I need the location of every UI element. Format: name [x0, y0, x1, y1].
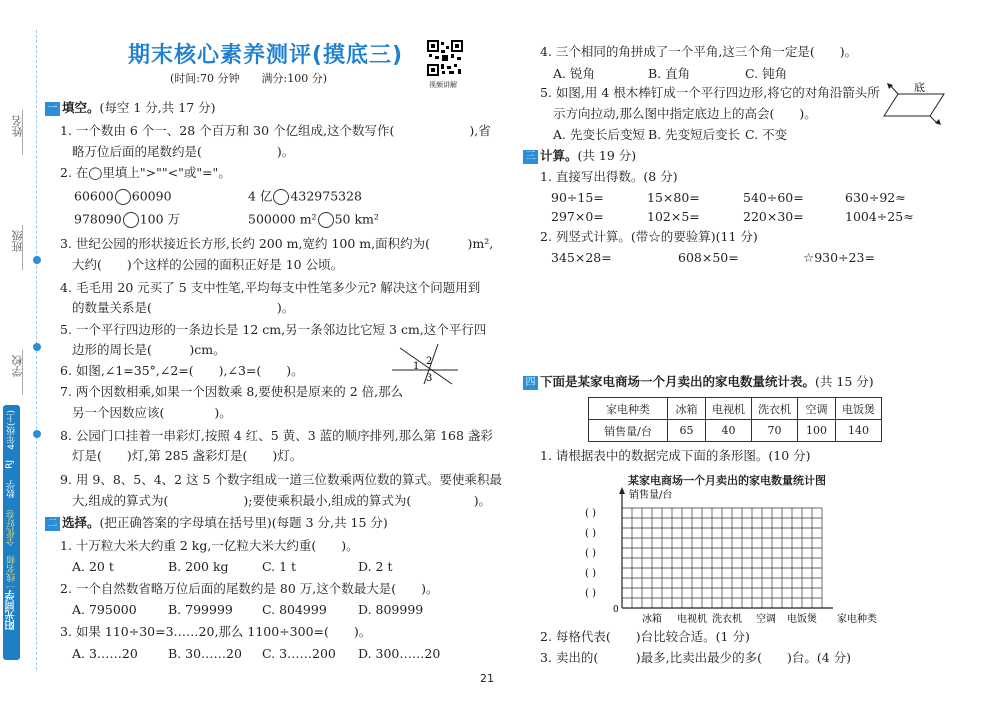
x-tick-label: 电视机: [677, 614, 707, 625]
brand-bar: 4年级(上) RJ 数学 一线名师 全优好卷 阳光同学: [3, 405, 20, 660]
school-label: 学校: [11, 355, 24, 377]
calc-item: 102×5=: [647, 209, 700, 224]
calc-item: 297×0=: [551, 209, 604, 224]
section-1-header: 一 填空。(每空 1 分,共 17 分): [45, 101, 216, 116]
sub-q1: 1. 请根据表中的数据完成下面的条形图。(10 分): [540, 448, 811, 463]
section-4-header: 四 下面是某家电商场一个月卖出的家电数量统计表。(共 15 分): [523, 375, 874, 390]
choice-1: 1. 十万粒大米大约重 2 kg,一亿粒大米大约重( )。: [60, 538, 359, 553]
q3-line2: 大约( )个这样的公园的面积正好是 10 公顷。: [72, 257, 344, 272]
compare-circle[interactable]: [115, 189, 131, 205]
scale-blank: ( ): [585, 508, 596, 519]
y-axis-arrow: [619, 487, 625, 494]
choice-5-c: C. 不变: [745, 127, 788, 142]
choice-5-line2: 示方向拉动,那么图中指定底边上的高会( )。: [553, 106, 817, 121]
chart-title: 某家电商场一个月卖出的家电数量统计图: [628, 474, 826, 487]
table-header-cell: 电饭煲: [836, 398, 882, 420]
bar-chart-grid[interactable]: [575, 486, 895, 628]
sub-q3: 3. 卖出的( )最多,比卖出最少的多( )台。(4 分): [540, 650, 852, 665]
x-axis-label: 家电种类: [837, 614, 877, 625]
q2-item-4: 500000 m² 50 km²: [248, 211, 379, 227]
choice-5-line1: 5. 如图,用 4 根木棒钉成一个平行四边形,将它的对角沿箭头所: [540, 85, 880, 100]
table-cell: 40: [706, 420, 752, 442]
choice-5-a: A. 先变长后变短: [553, 127, 645, 142]
q4-line1: 4. 毛毛用 20 元买了 5 支中性笔,平均每支中性笔多少元? 解决这个问题用到: [60, 280, 481, 295]
calc2-head: 2. 列竖式计算。(带☆的要验算)(11 分): [540, 229, 758, 244]
choice-2-a: A. 795000: [72, 602, 137, 617]
choice-3-b: B. 30……20: [168, 646, 242, 661]
q8-line1: 8. 公园门口挂着一串彩灯,按照 4 红、5 黄、3 蓝的顺序排列,那么第 168 盏彩: [60, 428, 493, 443]
vertical-calc-item: 345×28=: [551, 250, 612, 265]
choice-5-b: B. 先变短后变长: [648, 127, 741, 142]
q5-line2: 边形的周长是( )cm。: [72, 342, 226, 357]
table-header-cell: 家电种类: [589, 398, 668, 420]
brand-logo: 阳光同学: [6, 590, 17, 630]
qr-code-icon[interactable]: [427, 40, 463, 76]
q2-head: 2. 在◯里填上">""<"或"="。: [60, 165, 231, 180]
q2-item-2: 4 亿 432975328: [248, 188, 363, 204]
binding-strip: [0, 0, 40, 711]
section-2-header: 二 选择。(把正确答案的字母填在括号里)(每题 3 分,共 15 分): [45, 516, 388, 531]
angle-label-3: 3: [426, 373, 433, 384]
table-header-cell: 洗衣机: [752, 398, 798, 420]
choice-2-b: B. 799999: [168, 602, 233, 617]
choice-2-d: D. 809999: [358, 602, 424, 617]
q5-line1: 5. 一个平行四边形的一条边长是 12 cm,另一条邻边比它短 3 cm,这个平行四: [60, 322, 487, 337]
page-title: 期末核心素养测评(摸底三): [128, 43, 404, 68]
compare-circle[interactable]: [273, 189, 289, 205]
choice-4-a: A. 锐角: [553, 66, 595, 81]
table-cell: 140: [836, 420, 882, 442]
base-label: 底: [914, 82, 925, 94]
compare-circle[interactable]: [318, 212, 334, 228]
choice-3: 3. 如果 110÷30=3……20,那么 1100÷300=( )。: [60, 624, 372, 639]
calc-item: 220×30=: [743, 209, 804, 224]
q1-line2: 略万位后面的尾数约是( )。: [72, 144, 295, 159]
section-3-header: 三 计算。(共 19 分): [523, 149, 636, 164]
angle-figure: [390, 340, 460, 386]
angle-label-1: 1: [413, 361, 420, 372]
scale-blank: ( ): [585, 568, 596, 579]
choice-4: 4. 三个相同的角拼成了一个平角,这三个角一定是( )。: [540, 44, 858, 59]
table-header-cell: 电视机: [706, 398, 752, 420]
calc-item: 1004÷25≈: [845, 209, 914, 224]
qr-caption: 视频讲解: [429, 81, 457, 89]
calc-item: 90÷15=: [551, 190, 604, 205]
table-header-cell: 冰箱: [668, 398, 706, 420]
q2-item-1: 60600 60090: [74, 188, 172, 204]
q2-item-3: 978090 100 万: [74, 211, 181, 227]
scale-blank: ( ): [585, 548, 596, 559]
q6-text: 6. 如图,∠1=35°,∠2=( ),∠3=( )。: [60, 363, 304, 378]
x-tick-label: 洗衣机: [712, 614, 742, 625]
q9-line1: 9. 用 9、8、5、4、2 这 5 个数字组成一道三位数乘两位数的算式。要使乘积最: [60, 472, 503, 487]
parallelogram-figure: [878, 82, 950, 126]
q7-line2: 另一个因数应该( )。: [72, 405, 232, 420]
x-tick-label: 空调: [756, 614, 776, 625]
table-header-row: [589, 398, 882, 420]
vertical-calc-item: 608×50=: [678, 250, 739, 265]
choice-4-c: C. 钝角: [745, 66, 788, 81]
class-label: 班级: [11, 230, 24, 252]
table-cell: 65: [668, 420, 706, 442]
table-row: [589, 420, 882, 442]
q9-line2: 大,组成的算式为( );要使乘积最小,组成的算式为( )。: [72, 493, 492, 508]
choice-3-a: A. 3……20: [72, 646, 138, 661]
choice-1-d: D. 2 t: [358, 559, 393, 574]
choice-2: 2. 一个自然数省略万位后面的尾数约是 80 万,这个数最大是( )。: [60, 581, 439, 596]
choice-1-c: C. 1 t: [262, 559, 297, 574]
choice-3-c: C. 3……200: [262, 646, 336, 661]
sub-q2: 2. 每格代表( )台比较合适。(1 分): [540, 629, 750, 644]
q1-line1: 1. 一个数由 6 个一、28 个百万和 30 个亿组成,这个数写作( ),省: [60, 123, 491, 138]
calc1-head: 1. 直接写出得数。(8 分): [540, 169, 678, 184]
table-cell: 销售量/台: [589, 420, 668, 442]
calc-item: 540÷60=: [743, 190, 804, 205]
q7-line1: 7. 两个因数相乘,如果一个因数乘 8,要使积是原来的 2 倍,那么: [60, 384, 404, 399]
scale-blank: ( ): [585, 528, 596, 539]
name-label: 姓名: [11, 115, 24, 137]
choice-1-b: B. 200 kg: [168, 559, 229, 574]
table-cell: 100: [798, 420, 836, 442]
calc-item: 15×80=: [647, 190, 700, 205]
origin-label: 0: [613, 605, 619, 615]
exam-info: (时间:70 分钟 满分:100 分): [170, 72, 327, 85]
x-tick-label: 电饭煲: [787, 614, 817, 625]
vertical-calc-item: ☆930÷23=: [803, 250, 875, 265]
choice-4-b: B. 直角: [648, 66, 691, 81]
sales-table: [588, 397, 882, 442]
choice-3-d: D. 300……20: [358, 646, 441, 661]
q3-line1: 3. 世纪公园的形状接近长方形,长约 200 m,宽约 100 m,面积约为( )m²,: [60, 236, 494, 251]
table-header-cell: 空调: [798, 398, 836, 420]
q8-line2: 灯是( )灯,第 285 盏彩灯是( )灯。: [72, 448, 303, 463]
scale-blank: ( ): [585, 588, 596, 599]
page-number: 21: [480, 672, 494, 685]
angle-label-2: 2: [426, 356, 433, 367]
choice-1-a: A. 20 t: [72, 559, 114, 574]
q4-line2: 的数量关系是( )。: [72, 300, 295, 315]
x-tick-label: 冰箱: [642, 614, 662, 625]
table-cell: 70: [752, 420, 798, 442]
y-axis-label: 销售量/台: [629, 490, 673, 501]
calc-item: 630÷92≈: [845, 190, 906, 205]
choice-2-c: C. 804999: [262, 602, 327, 617]
compare-circle[interactable]: [123, 212, 139, 228]
